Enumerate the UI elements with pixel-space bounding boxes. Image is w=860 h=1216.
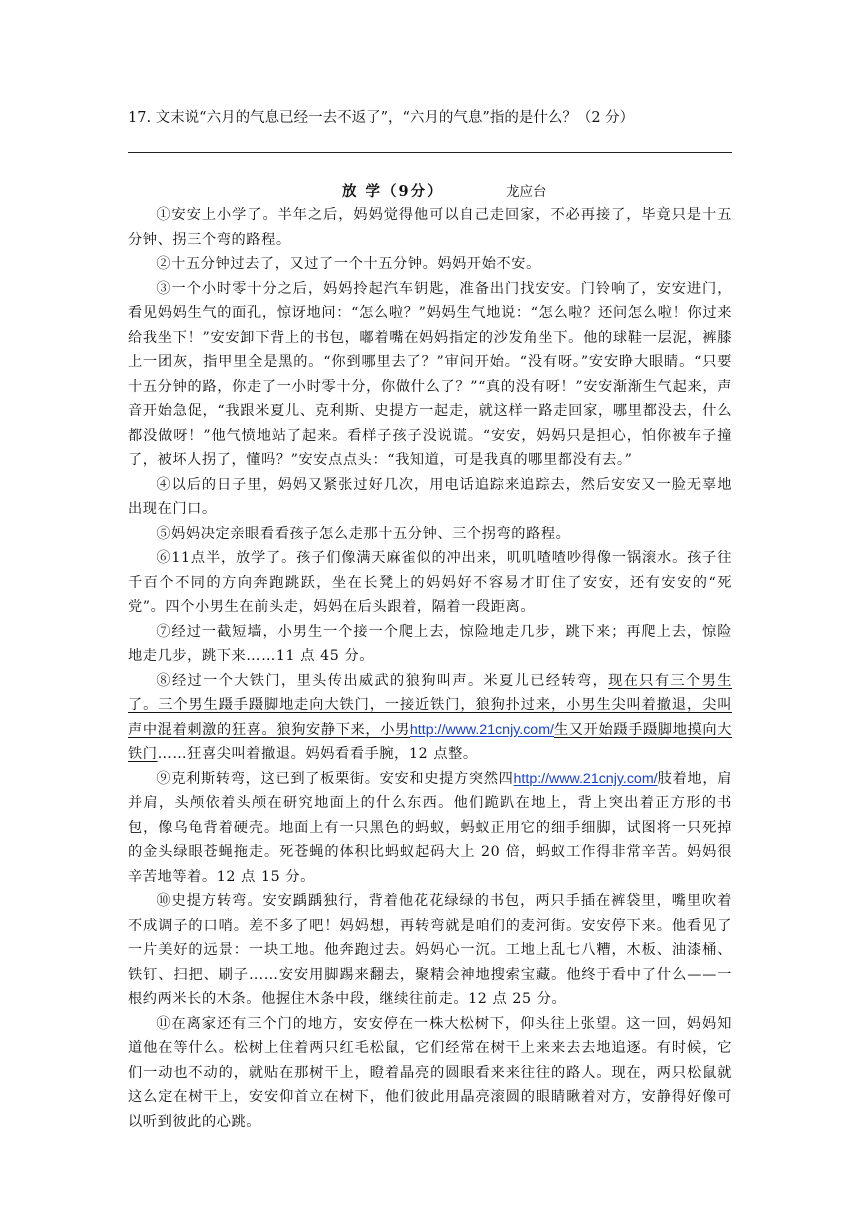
paragraph-9-lead: ⑨克利斯转弯，这已到了板栗街。安安和史提方突然四 bbox=[156, 770, 514, 787]
paragraph-5: ⑤妈妈决定亲眼看看孩子怎么走那十五分钟、三个拐弯的路程。 bbox=[156, 525, 571, 542]
article-body bbox=[128, 203, 732, 1134]
underlined-passage: 现在只有三个男生了。三个男生蹑手蹑脚地走向大铁门，一接近铁门，狼狗扑过来，小男生尖叫着撤退，尖叫声中混着刺激的狂喜。狼狗安静下来，小男 bbox=[128, 672, 732, 738]
paragraph-11: ⑪在离家还有三个门的地方，安安停在一株大松树下，仰头往上张望。这一回，妈妈知道他在等什么。松树上住着两只红毛松鼠，它们经常在树干上来来去去地追逐。有时候，它们一动也不动的，就贴在那树干上，瞪着晶亮的圆眼看来来往往的路人。现在，两只松鼠就这么定在树干上，安安仰首立在树下，他们彼此用晶亮滚圆的眼睛瞅着对方，安静得好像可以听到彼此的心跳。 bbox=[128, 1015, 732, 1130]
divider-line bbox=[128, 152, 732, 153]
question-17: 17. 文末说“六月的气息已经一去不返了”，“六月的气息”指的是什么？（2 分） bbox=[128, 110, 635, 126]
paragraph-4: ④以后的日子里，妈妈又紧张过好几次，用电话追踪来追踪去，然后安安又一脸无辜地出现在门口。 bbox=[128, 476, 732, 517]
paragraph-1: ①安安上小学了。半年之后，妈妈觉得他可以自己走回家，不必再接了，毕竟只是十五分钟、拐三个弯的路程。 bbox=[128, 207, 732, 248]
paragraph-7: ⑦经过一截短墙，小男生一个接一个爬上去，惊险地走几步，跳下来；再爬上去，惊险地走几步，跳下来……11 点 45 分。 bbox=[128, 623, 732, 664]
paragraph-8-tail: ……狂喜尖叫着撤退。妈妈看看手腕，12 点整。 bbox=[157, 746, 478, 762]
article-author: 龙应台 bbox=[506, 184, 547, 200]
paragraph-10: ⑩史提方转弯。安安踽踽独行，背着他花花绿绿的书包，两只手插在裤袋里，嘴里吹着不成调子的口哨。差不多了吧！妈妈想，再转弯就是咱们的麦河街。安安停下来。他看见了一片美好的远景：一块工地。他奔跑过去。妈妈心一沉。工地上乱七八糟，木板、油漆桶、铁钉、扫把、刷子……安安用脚踢来翻去，聚精会神地搜索宝藏。他终于看中了什么——一根约两米长的木条。他握住木条中段，继续往前走。12 点 25 分。 bbox=[128, 893, 732, 1007]
paragraph-9-tail: 肢着地，肩并肩，头颅依着头颅在研究地面上的什么东西。他们跪趴在地上，背上突出着正方形的书包，像乌龟背着硬壳。地面上有一只黑色的蚂蚁，蚂蚁正用它的细手细脚，试图将一只死掉的金头绿眼苍蝇拖走。死苍蝇的体积比蚂蚁起码大上 20 倍，蚂蚁工作得非常辛苦。妈妈很辛苦地等着。12 点 15 分。 bbox=[128, 770, 732, 885]
paragraph-6: ⑥11点半，放学了。孩子们像满天麻雀似的冲出来，叽叽喳喳吵得像一锅滚水。孩子往千百个不同的方向奔跑跳跃，坐在长凳上的妈妈好不容易才盯住了安安，还有安安的“死党”。四个小男生在前头走，妈妈在后头跟着，隔着一段距离。 bbox=[128, 550, 732, 615]
paragraph-9 bbox=[128, 767, 732, 890]
underlined-passage-end: 生又开始蹑手蹑脚地摸向大铁门 bbox=[128, 721, 733, 762]
watermark-link[interactable]: http://www.21cnjy.com/ bbox=[513, 770, 658, 787]
article-title: 放 学（9分） bbox=[342, 183, 444, 200]
paragraph-2: ②十五分钟过去了，又过了一个十五分钟。妈妈开始不安。 bbox=[156, 256, 541, 272]
paragraph-3: ③一个小时零十分之后，妈妈拎起汽车钥匙，准备出门找安安。门铃响了，安安进门，看见妈妈生气的面孔，惊讶地问：“怎么啦？”妈妈生气地说：“怎么啦？还问怎么啦！你过来给我坐下！”安安卸下背上的书包，嘟着嘴在妈妈指定的沙发角坐下。他的球鞋一层泥，裤膝上一团灰，指甲里全是黑的。“你到哪里去了？”审问开始。“没有呀。”安安睁大眼睛。“只要十五分钟的路，你走了一小时零十分，你做什么了？”“真的没有呀！”安安渐渐生气起来，声音开始急促，“我跟米夏儿、克利斯、史提方一起走，就这样一路走回家，哪里都没去，什么都没做呀！”他气愤地站了起来。看样子孩子没说谎。“安安，妈妈只是担心，怕你被车子撞了，被坏人拐了，懂吗？”安安点点头：“我知道，可是我真的哪里都没有去。” bbox=[128, 280, 732, 468]
watermark-link[interactable]: http://www.21cnjy.com/ bbox=[409, 721, 554, 738]
paragraph-8 bbox=[128, 669, 732, 767]
article-header bbox=[128, 180, 732, 204]
paragraph-8-lead: ⑧经过一个大铁门，里头传出威武的狼狗叫声。米夏儿已经转弯， bbox=[156, 672, 609, 689]
